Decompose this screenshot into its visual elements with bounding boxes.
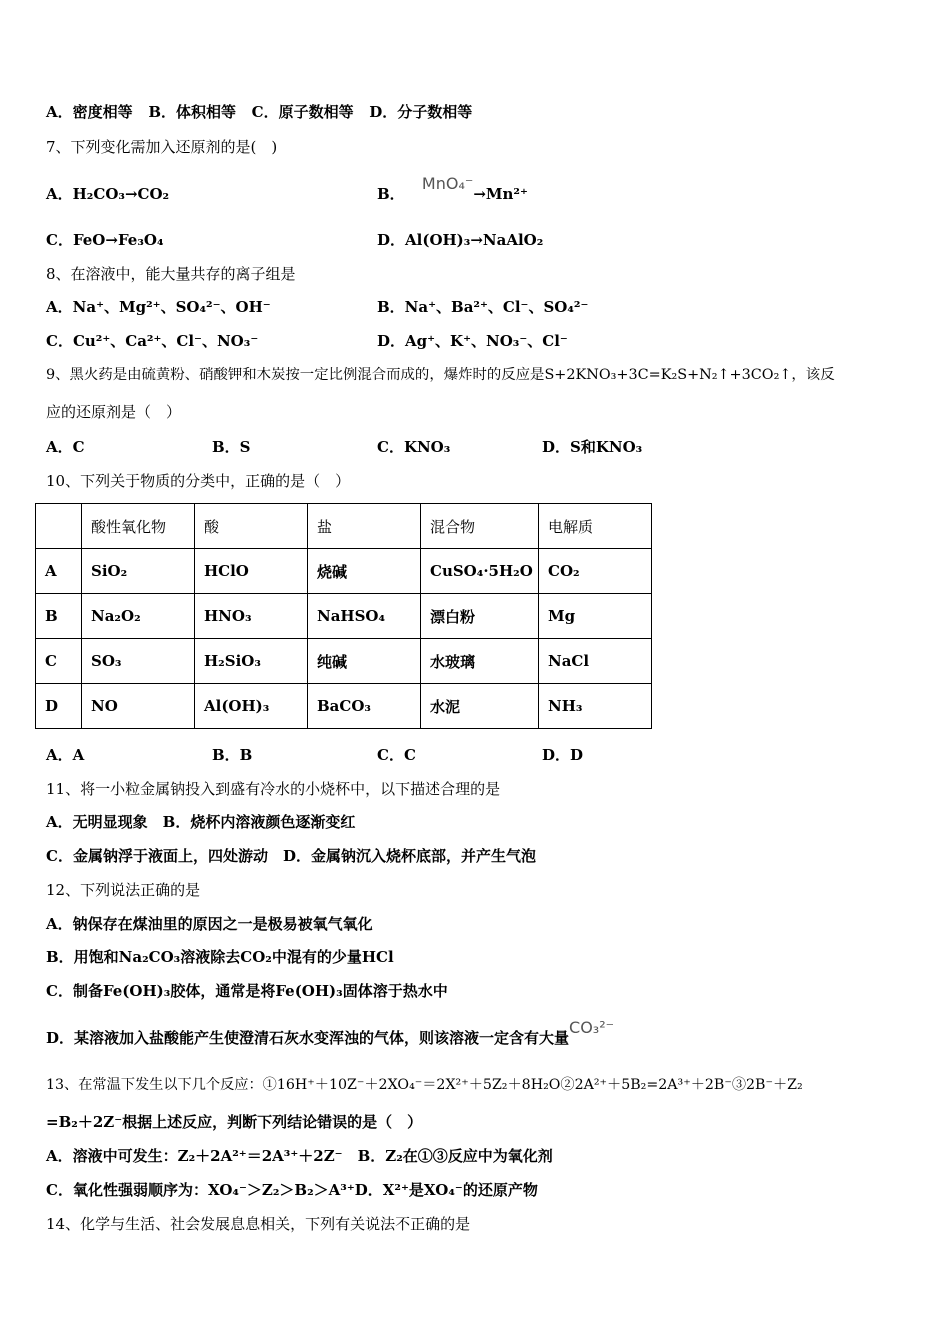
table-cell: Na₂O₂ <box>82 594 195 639</box>
q11-options-ab: A．无明显现象 B．烧杯内溶液颜色逐渐变红 <box>46 813 356 831</box>
table-row <box>36 594 652 639</box>
table-cell: CuSO₄·5H₂O <box>421 549 539 594</box>
q7-option-b-label: B． <box>377 185 405 203</box>
table-cell: H₂SiO₃ <box>195 639 308 684</box>
q12-option-b: B．用饱和Na₂CO₃溶液除去CO₂中混有的少量HCl <box>46 948 394 966</box>
q9-option-d: D．S和KNO₃ <box>542 438 643 456</box>
q10-option-b: B．B <box>212 746 253 764</box>
q8-option-d: D．Ag⁺、K⁺、NO₃⁻、Cl⁻ <box>377 332 568 350</box>
table-cell: 烧碱 <box>308 549 421 594</box>
table-cell: Mg <box>539 594 652 639</box>
q12-option-a: A．钠保存在煤油里的原因之一是极易被氧气氧化 <box>46 915 373 933</box>
q7-option-a: A．H₂CO₃→CO₂ <box>46 185 170 203</box>
table-cell: SO₃ <box>82 639 195 684</box>
q10-option-a: A．A <box>46 746 85 764</box>
q8-option-a: A．Na⁺、Mg²⁺、SO₄²⁻、OH⁻ <box>46 298 271 316</box>
q6-options-row <box>46 102 472 122</box>
q7-option-d: D．Al(OH)₃→NaAlO₂ <box>377 231 544 249</box>
q12-option-d-text: D．某溶液加入盐酸能产生使澄清石灰水变浑浊的气体，则该溶液一定含有大量 <box>46 1029 570 1047</box>
q13-stem-line1: 13、在常温下发生以下几个反应：①16H⁺＋10Z⁻＋2XO₄⁻＝2X²⁺＋5Z₂＋8H₂O②2A²⁺＋5B₂=2A³⁺＋2B⁻③2B⁻＋Z₂ <box>46 1077 803 1093</box>
table-cell: 漂白粉 <box>421 594 539 639</box>
table-cell: CO₂ <box>539 549 652 594</box>
co3-formula-image: CO₃²⁻ <box>569 1018 615 1037</box>
table-row <box>36 684 652 729</box>
table-cell: Al(OH)₃ <box>195 684 308 729</box>
q7-option-b <box>377 174 528 204</box>
table-cell: NaHSO₄ <box>308 594 421 639</box>
q14-stem: 14、化学与生活、社会发展息息相关，下列有关说法不正确的是 <box>46 1215 471 1233</box>
classification-table <box>35 503 652 729</box>
q7-option-b-tail: →Mn²⁺ <box>473 185 528 203</box>
table-header-cell: 混合物 <box>421 504 539 549</box>
table-header-row <box>36 504 652 549</box>
q10-option-c: C．C <box>377 746 416 764</box>
table-cell: A <box>36 549 82 594</box>
q13-stem-line2: =B₂＋2Z⁻根据上述反应，判断下列结论错误的是（ ） <box>46 1113 423 1131</box>
table-header-cell: 电解质 <box>539 504 652 549</box>
q9-stem-line1: 9、黑火药是由硫黄粉、硝酸钾和木炭按一定比例混合而成的，爆炸时的反应是S+2KNO₃+3C=K₂S+N₂↑+3CO₂↑，该反 <box>46 367 835 383</box>
table-header-cell <box>36 504 82 549</box>
q6-option-d: D．分子数相等 <box>369 103 473 121</box>
table-row <box>36 549 652 594</box>
table-header-cell: 盐 <box>308 504 421 549</box>
table-cell: NH₃ <box>539 684 652 729</box>
table-cell: BaCO₃ <box>308 684 421 729</box>
q12-stem: 12、下列说法正确的是 <box>46 881 201 899</box>
q8-stem: 8、在溶液中，能大量共存的离子组是 <box>46 265 296 283</box>
q11-options-cd: C．金属钠浮于液面上，四处游动 D．金属钠沉入烧杯底部，并产生气泡 <box>46 847 536 865</box>
table-row <box>36 639 652 684</box>
q8-option-b: B．Na⁺、Ba²⁺、Cl⁻、SO₄²⁻ <box>377 298 589 316</box>
q9-option-c: C．KNO₃ <box>377 438 451 456</box>
table-cell: B <box>36 594 82 639</box>
table-cell: C <box>36 639 82 684</box>
table-cell: NaCl <box>539 639 652 684</box>
table-cell: 水玻璃 <box>421 639 539 684</box>
table-cell: SiO₂ <box>82 549 195 594</box>
q12-option-c: C．制备Fe(OH)₃胶体，通常是将Fe(OH)₃固体溶于热水中 <box>46 982 448 1000</box>
q6-option-b: B．体积相等 <box>148 103 236 121</box>
q8-option-c: C．Cu²⁺、Ca²⁺、Cl⁻、NO₃⁻ <box>46 332 259 350</box>
mno4-formula-image: MnO₄⁻ <box>421 174 474 193</box>
table-header-cell: 酸 <box>195 504 308 549</box>
table-cell: HNO₃ <box>195 594 308 639</box>
table-cell: NO <box>82 684 195 729</box>
q10-option-d: D．D <box>542 746 584 764</box>
q9-stem-line2: 应的还原剂是（ ） <box>46 403 182 421</box>
q11-stem: 11、将一小粒金属钠投入到盛有冷水的小烧杯中，以下描述合理的是 <box>46 780 501 798</box>
q9-option-a: A．C <box>46 438 85 456</box>
q13-options-ab: A．溶液中可发生：Z₂＋2A²⁺＝2A³⁺＋2Z⁻ B．Z₂在①③反应中为氧化剂 <box>46 1147 553 1165</box>
table-cell: 纯碱 <box>308 639 421 684</box>
q13-options-cd: C．氧化性强弱顺序为：XO₄⁻＞Z₂＞B₂＞A³⁺D．X²⁺是XO₄⁻的还原产物 <box>46 1181 538 1199</box>
table-cell: D <box>36 684 82 729</box>
q7-stem: 7、下列变化需加入还原剂的是( ) <box>46 138 278 156</box>
table-header-cell: 酸性氧化物 <box>82 504 195 549</box>
q9-option-b: B．S <box>212 438 251 456</box>
q6-option-a: A．密度相等 <box>46 103 133 121</box>
table-cell: HClO <box>195 549 308 594</box>
table-cell: 水泥 <box>421 684 539 729</box>
q12-option-d <box>46 1018 615 1048</box>
q7-option-c: C．FeO→Fe₃O₄ <box>46 231 164 249</box>
q6-option-c: C．原子数相等 <box>251 103 354 121</box>
q10-stem: 10、下列关于物质的分类中，正确的是（ ） <box>46 472 351 490</box>
